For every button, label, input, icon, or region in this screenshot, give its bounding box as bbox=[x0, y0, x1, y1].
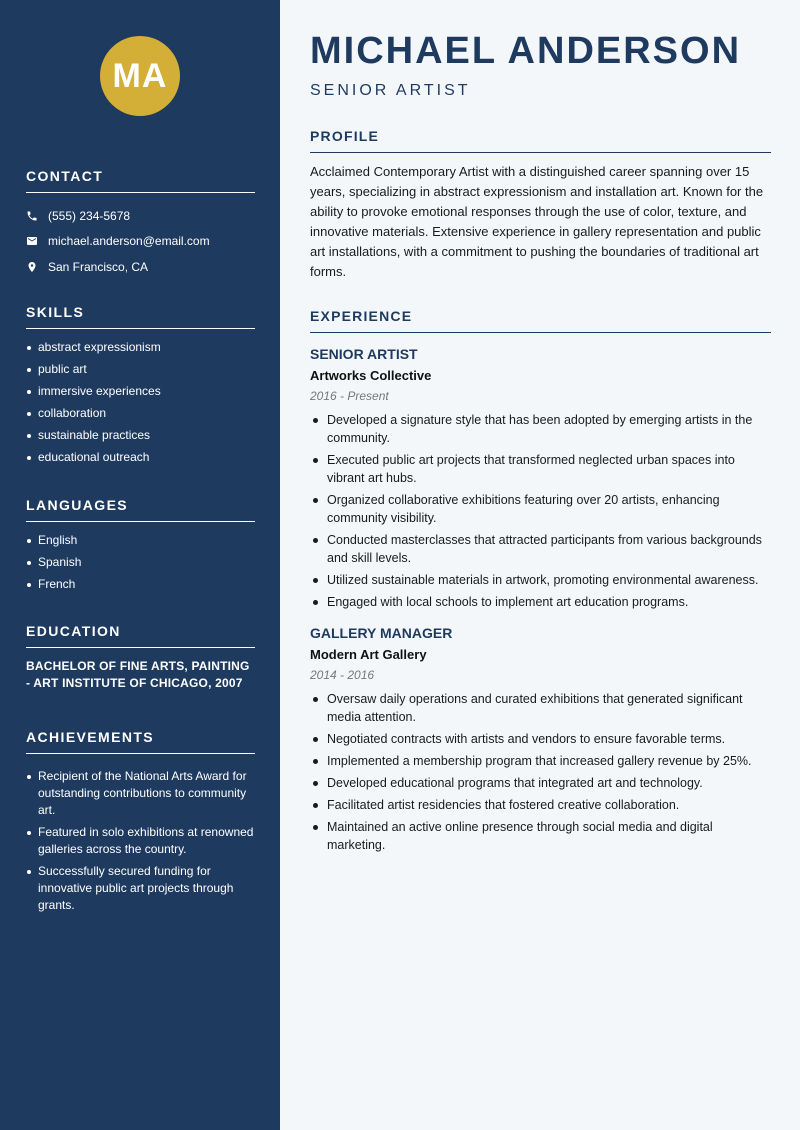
skill-item: abstract expressionism bbox=[26, 339, 255, 356]
location-pin-icon bbox=[26, 261, 38, 273]
achievement-item: Featured in solo exhibitions at renowned galleries across the country. bbox=[26, 824, 255, 858]
skill-item: educational outreach bbox=[26, 449, 255, 466]
skill-item: sustainable practices bbox=[26, 427, 255, 444]
job-bullet: Oversaw daily operations and curated exhibitions that generated significant media attention. bbox=[310, 690, 771, 726]
job-bullet: Executed public art projects that transformed neglected urban spaces into vibrant art hubs. bbox=[310, 451, 771, 487]
skill-item: collaboration bbox=[26, 405, 255, 422]
contact-section bbox=[26, 168, 255, 280]
language-item: French bbox=[26, 576, 255, 593]
job-bullet: Implemented a membership program that increased gallery revenue by 25%. bbox=[310, 752, 771, 770]
job-entry bbox=[310, 625, 771, 854]
profile-heading: PROFILE bbox=[310, 128, 771, 153]
avatar-initials: MA bbox=[112, 56, 168, 95]
profile-text: Acclaimed Contemporary Artist with a distinguished career spanning over 15 years, specializing in abstract expressionism and installation art. Known for the ability to provoke emotional responses through the use of color, texture, and innovative materials. Extensive experience in gallery representation and public art installations, with a commitment to pushing the boundaries of traditional art forms. bbox=[310, 164, 764, 279]
job-bullet: Conducted masterclasses that attracted participants from various backgrounds and skill levels. bbox=[310, 531, 771, 567]
job-bullet: Developed educational programs that integrated art and technology. bbox=[310, 774, 771, 792]
skills-section bbox=[26, 304, 255, 471]
achievement-item: Successfully secured funding for innovative public art projects through grants. bbox=[26, 863, 255, 914]
language-item: English bbox=[26, 532, 255, 549]
languages-section bbox=[26, 497, 255, 598]
experience-section bbox=[310, 308, 771, 858]
job-company: Artworks Collective bbox=[310, 368, 432, 383]
job-bullet: Maintained an active online presence through social media and digital marketing. bbox=[310, 818, 771, 854]
phone-text: (555) 234-5678 bbox=[48, 208, 131, 223]
job-bullet: Engaged with local schools to implement art education programs. bbox=[310, 593, 771, 611]
job-bullet: Negotiated contracts with artists and vendors to ensure favorable terms. bbox=[310, 730, 771, 748]
skills-heading: SKILLS bbox=[26, 304, 255, 329]
job-entry bbox=[310, 346, 771, 611]
phone-icon bbox=[26, 210, 38, 222]
skills-list bbox=[26, 339, 255, 466]
achievements-heading: ACHIEVEMENTS bbox=[26, 729, 255, 754]
language-item: Spanish bbox=[26, 554, 255, 571]
job-bullet: Utilized sustainable materials in artwork, promoting environmental awareness. bbox=[310, 571, 771, 589]
email-icon bbox=[26, 235, 38, 247]
job-title: SENIOR ARTIST bbox=[310, 346, 418, 362]
contact-phone bbox=[26, 203, 255, 229]
achievement-item: Recipient of the National Arts Award for outstanding contributions to community art. bbox=[26, 768, 255, 819]
job-bullets bbox=[310, 411, 771, 611]
job-title: GALLERY MANAGER bbox=[310, 625, 453, 641]
job-company: Modern Art Gallery bbox=[310, 647, 427, 662]
skill-item: public art bbox=[26, 361, 255, 378]
languages-heading: LANGUAGES bbox=[26, 497, 255, 522]
avatar bbox=[100, 36, 180, 116]
candidate-name: MICHAEL ANDERSON bbox=[310, 30, 742, 72]
job-bullets bbox=[310, 690, 771, 854]
experience-heading: EXPERIENCE bbox=[310, 308, 771, 333]
education-section bbox=[26, 623, 255, 692]
job-bullet: Facilitated artist residencies that fostered creative collaboration. bbox=[310, 796, 771, 814]
job-dates: 2014 - 2016 bbox=[310, 668, 375, 682]
candidate-title: SENIOR ARTIST bbox=[310, 82, 471, 99]
achievements-list bbox=[26, 768, 255, 914]
contact-email bbox=[26, 229, 255, 255]
job-bullet: Developed a signature style that has been adopted by emerging artists in the community. bbox=[310, 411, 771, 447]
profile-section bbox=[310, 128, 771, 282]
skill-item: immersive experiences bbox=[26, 383, 255, 400]
education-heading: EDUCATION bbox=[26, 623, 255, 648]
languages-list bbox=[26, 532, 255, 593]
email-text: michael.anderson@email.com bbox=[48, 234, 210, 249]
education-entry: BACHELOR OF FINE ARTS, PAINTING - ART INSTITUTE OF CHICAGO, 2007 bbox=[26, 659, 250, 690]
contact-heading: CONTACT bbox=[26, 168, 255, 193]
contact-location bbox=[26, 254, 255, 280]
sidebar bbox=[0, 0, 280, 1130]
job-dates: 2016 - Present bbox=[310, 389, 389, 403]
location-text: San Francisco, CA bbox=[48, 259, 149, 274]
job-bullet: Organized collaborative exhibitions featuring over 20 artists, enhancing community visibility. bbox=[310, 491, 771, 527]
achievements-section bbox=[26, 729, 255, 919]
